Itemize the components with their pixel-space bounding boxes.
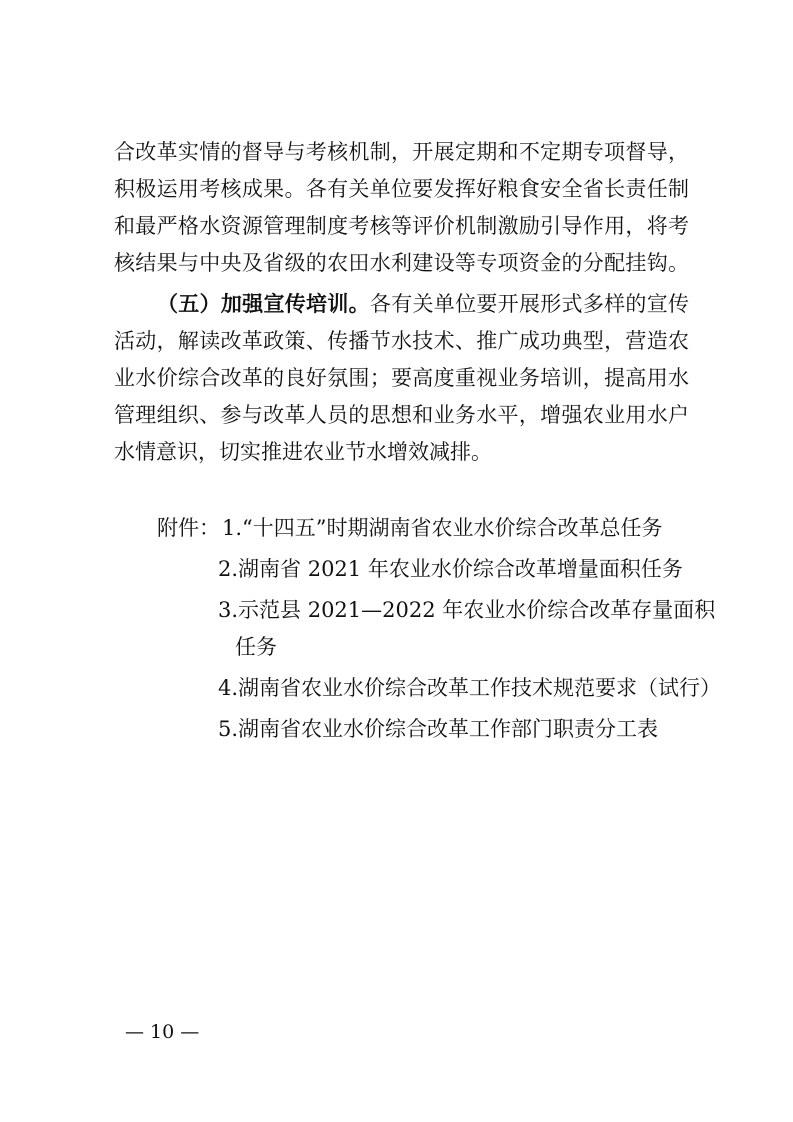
page-number: — 10 — <box>125 1021 200 1043</box>
attachment-item: 2.湖南省 2021 年农业水价综合改革增量面积任务 <box>218 557 683 581</box>
attachment-item: 5.湖南省农业水价综合改革工作部门职责分工表 <box>218 717 659 741</box>
body-text-line: 管理组织、参与改革人员的思想和业务水平，增强农业用水户 <box>114 403 689 427</box>
body-text-line: 积极运用考核成果。各有关单位要发挥好粮食安全省长责任制 <box>114 177 689 201</box>
attachment-item: 4.湖南省农业水价综合改革工作技术规范要求（试行） <box>218 676 722 700</box>
attachments-label: 附件： <box>157 516 220 540</box>
body-text-line: 业水价综合改革的良好氛围；要高度重视业务培训，提高用水 <box>114 366 689 390</box>
body-text-line: 合改革实情的督导与考核机制，开展定期和不定期专项督导， <box>114 140 689 164</box>
section-heading: （五）加强宣传培训。 <box>157 292 370 316</box>
section-5-first-line <box>157 289 689 319</box>
attachment-item: 1.“十四五”时期湖南省农业水价综合改革总任务 <box>222 516 663 540</box>
attachment-item: 3.示范县 2021—2022 年农业水价综合改革存量面积 <box>218 598 716 622</box>
body-text: 各有关单位要开展形式多样的宣传 <box>369 292 690 316</box>
body-text-line: 活动，解读改革政策、传播节水技术、推广成功典型，营造农 <box>114 329 689 353</box>
body-text-line: 和最严格水资源管理制度考核等评价机制激励引导作用，将考 <box>114 214 689 238</box>
body-text-line: 水情意识，切实推进农业节水增效减排。 <box>114 440 492 464</box>
body-text-line: 核结果与中央及省级的农田水利建设等专项资金的分配挂钩。 <box>114 251 689 275</box>
attachment-item-continuation: 任务 <box>235 635 277 659</box>
